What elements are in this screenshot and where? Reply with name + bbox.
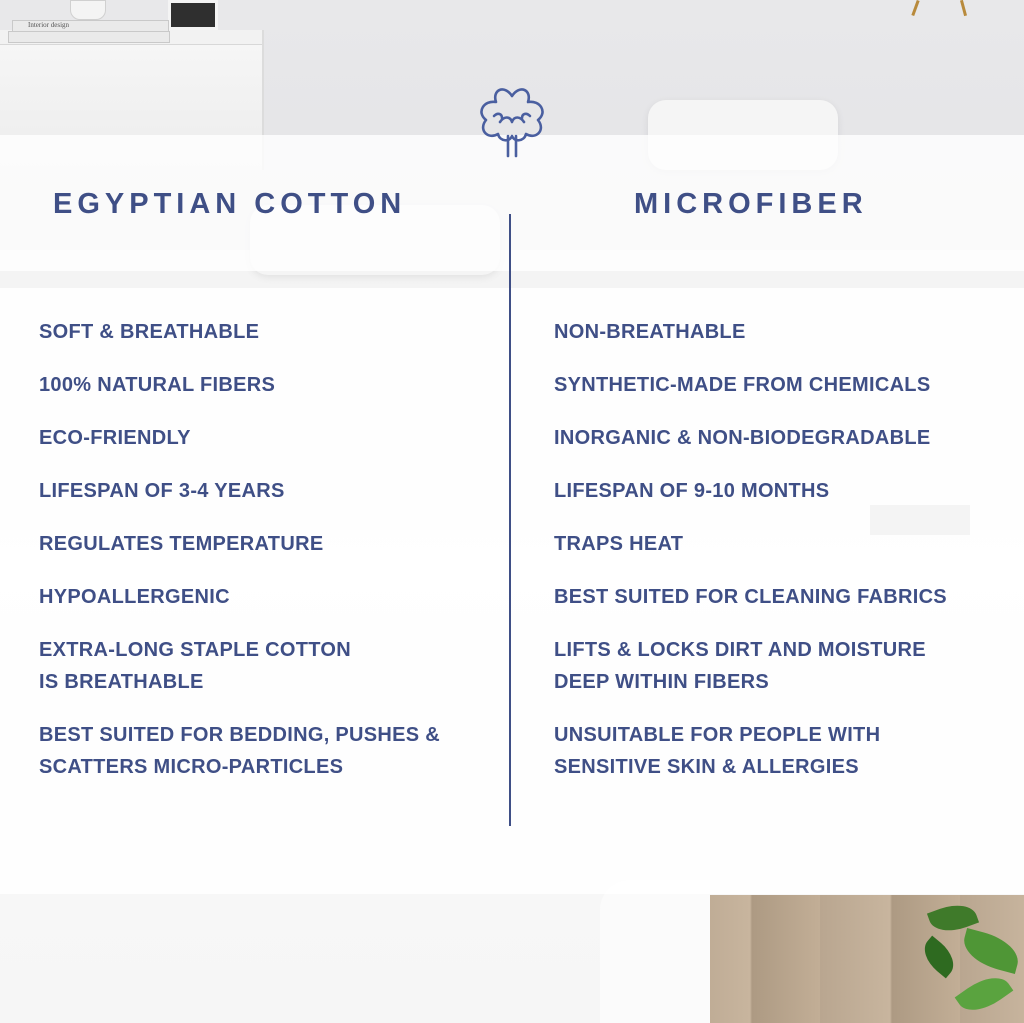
list-item: SYNTHETIC-MADE FROM CHEMICALS bbox=[554, 374, 931, 396]
list-item: LIFESPAN OF 3-4 YEARS bbox=[39, 480, 285, 502]
book bbox=[8, 31, 170, 43]
picture-frame bbox=[168, 0, 218, 30]
microfiber-heading: MICROFIBER bbox=[634, 188, 868, 220]
column-divider bbox=[509, 214, 511, 826]
egyptian-cotton-list bbox=[39, 316, 499, 783]
list-item: TRAPS HEAT bbox=[554, 533, 684, 555]
list-item: BEST SUITED FOR CLEANING FABRICS bbox=[554, 586, 947, 608]
egyptian-cotton-heading: EGYPTIAN COTTON bbox=[53, 188, 407, 220]
list-item: EXTRA-LONG STAPLE COTTON IS BREATHABLE bbox=[39, 639, 352, 693]
list-item: LIFTS & LOCKS DIRT AND MOISTURE DEEP WITHIN FIBERS bbox=[554, 639, 926, 693]
list-item: SOFT & BREATHABLE bbox=[39, 321, 260, 343]
list-item: NON-BREATHABLE bbox=[554, 321, 746, 343]
book-title: Interior design bbox=[28, 21, 70, 29]
list-item: ECO-FRIENDLY bbox=[39, 427, 191, 449]
list-item: INORGANIC & NON-BIODEGRADABLE bbox=[554, 427, 931, 449]
list-item: HYPOALLERGENIC bbox=[39, 586, 230, 608]
bed-ruffle bbox=[600, 880, 710, 1023]
list-item: BEST SUITED FOR BEDDING, PUSHES & SCATTERS MICRO-PARTICLES bbox=[39, 724, 441, 778]
list-item: 100% NATURAL FIBERS bbox=[39, 374, 276, 396]
microfiber-list bbox=[554, 316, 1004, 783]
cotton-boll-icon bbox=[470, 76, 554, 160]
list-item: REGULATES TEMPERATURE bbox=[39, 533, 324, 555]
cup bbox=[70, 0, 106, 20]
list-item: UNSUITABLE FOR PEOPLE WITH SENSITIVE SKIN & ALLERGIES bbox=[554, 724, 881, 778]
list-item: LIFESPAN OF 9-10 MONTHS bbox=[554, 480, 830, 502]
